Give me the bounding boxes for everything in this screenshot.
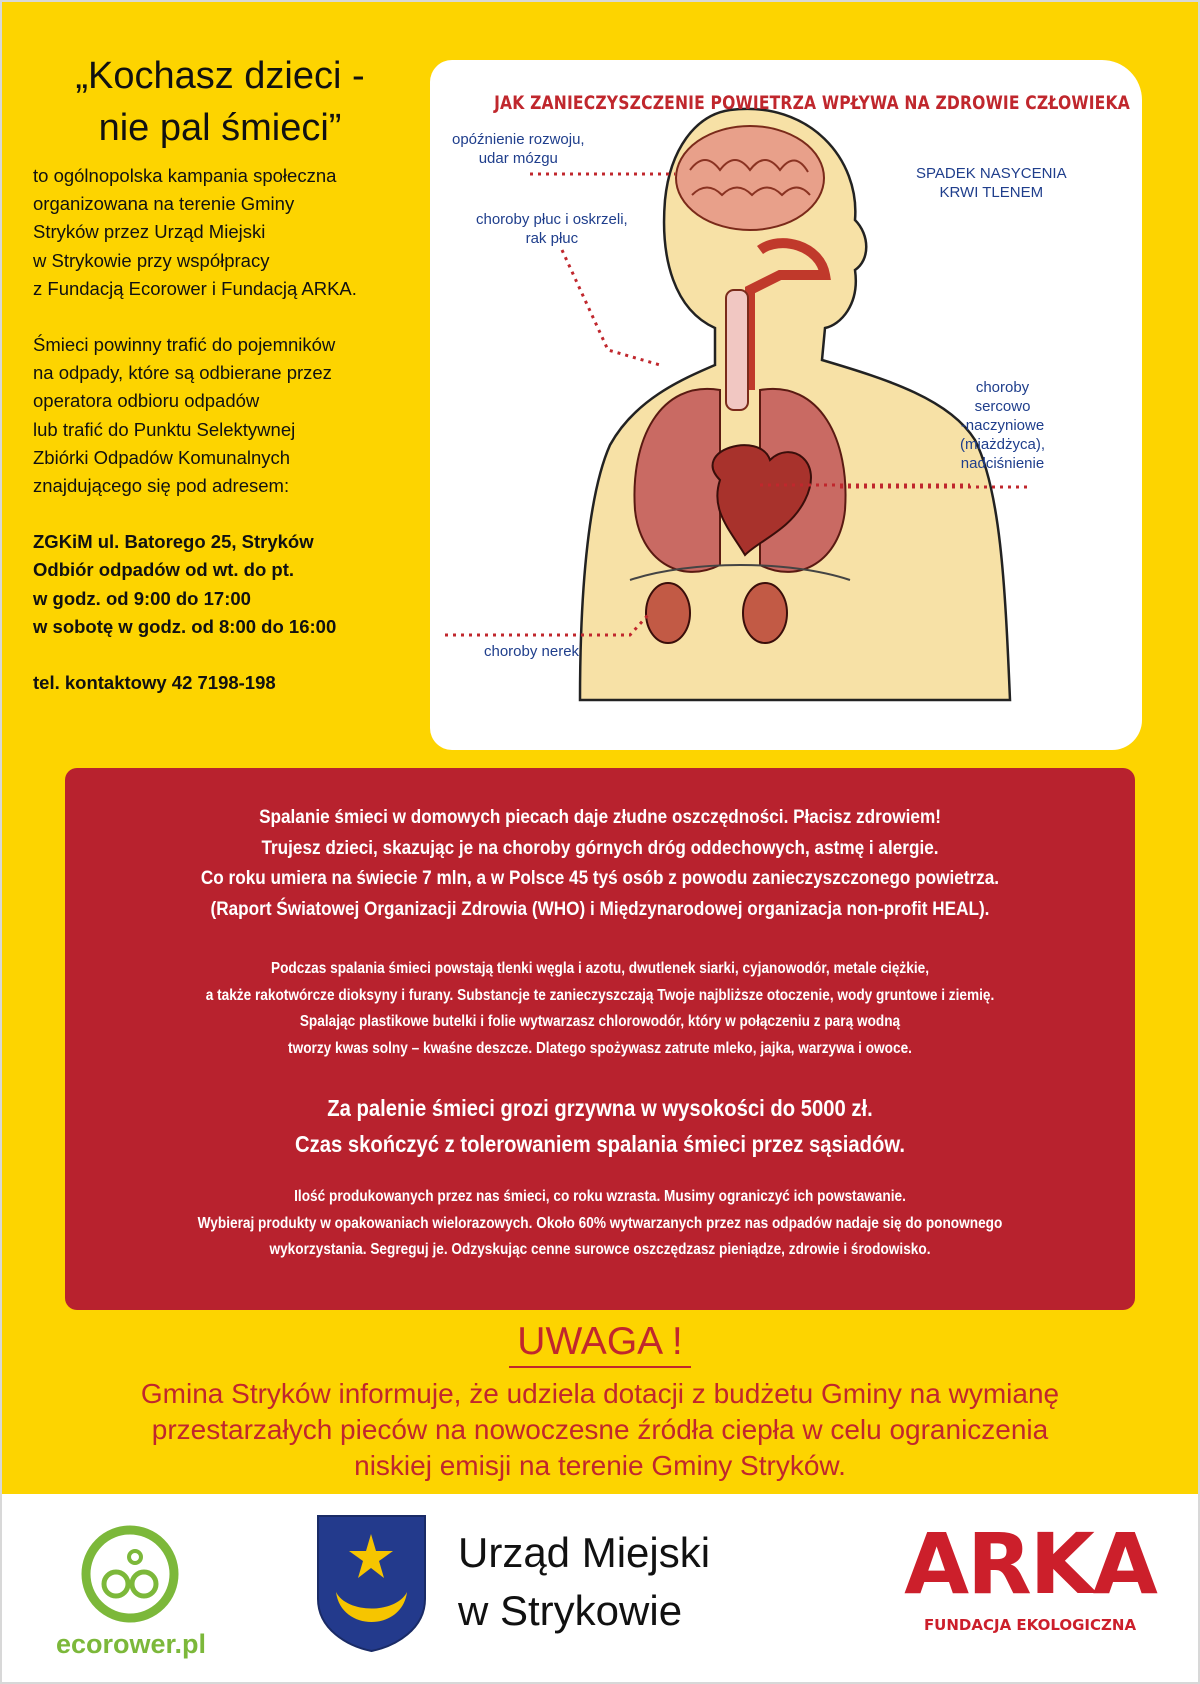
text-line: tworzy kwas solny – kwaśne deszcze. Dlatego spożywasz zatrute mleko, jajka, warzywa i owoce. [288, 1039, 912, 1057]
text-line: Urząd Miejski [458, 1529, 711, 1576]
recycling-block [129, 1184, 1071, 1264]
text-line: Wybieraj produkty w opakowaniach wielorazowych. Około 60% wytwarzanych przez nas odpadów nadaje się do ponownego [197, 1214, 1003, 1232]
text-line: Spalanie śmieci w domowych piecach daje złudne oszczędności. Płacisz zdrowiem! [259, 806, 941, 828]
text-line: Podczas spalania śmieci powstają tlenki węgla i azotu, dwutlenek siarki, cyjanowodór, metale ciężkie, [271, 960, 929, 977]
notice-heading: UWAGA ! [509, 1320, 690, 1368]
fine-block [129, 1090, 1071, 1162]
notice-heading-wrap [0, 1320, 1200, 1368]
health-warning-block [129, 802, 1071, 924]
disposal-paragraph [33, 331, 433, 500]
phone-number: tel. kontaktowy 42 7198-198 [33, 672, 276, 694]
text-line: Zbiórki Odpadów Komunalnych [33, 446, 291, 468]
text-line: Czas skończyć z tolerowaniem spalania śmieci przez sąsiadów. [294, 1131, 906, 1157]
warning-box [65, 768, 1135, 1310]
pollutants-block [129, 956, 1071, 1062]
text-line: Gmina Stryków informuje, że udziela dotacji z budżetu Gminy na wymianę [140, 1378, 1060, 1409]
text-line: w Strykowie przy współpracy [33, 249, 270, 271]
text-line: w Strykowie [458, 1587, 683, 1634]
slogan-line: nie pal śmieci” [98, 107, 342, 149]
ecorower-logo-text: ecorower.pl [55, 1629, 207, 1659]
text-line: organizowana na terenie Gminy [33, 193, 295, 215]
urzad-miejski-name [458, 1524, 710, 1640]
text-line: wykorzystania. Segreguj je. Odzyskując cenne surowce oszczędzasz pieniądze, zdrowie i środowisko. [269, 1241, 931, 1258]
address-block [33, 528, 433, 641]
label-blood-oxygen: SPADEK NASYCENIA KRWI TLENEM [916, 165, 1067, 201]
label-kidneys: choroby nerek [484, 643, 580, 660]
text-line: Stryków przez Urząd Miejski [33, 221, 266, 243]
strykow-coat-of-arms-icon [316, 1514, 427, 1653]
text-line: Trujesz dzieci, skazując je na choroby górnych dróg oddechowych, astmę i alergie. [261, 836, 939, 859]
text-line: Co roku umiera na świecie 7 mln, a w Polsce 45 tyś osób z powodu zanieczyszczonego powietrza. [200, 867, 1000, 889]
text-line: lub trafić do Punktu Selektywnej [33, 418, 296, 440]
ecorower-logo-icon [80, 1524, 180, 1624]
health-illustration-panel [430, 60, 1142, 750]
text-line: Za palenie śmieci grozi grzywna w wysokości do 5000 zł. [327, 1095, 873, 1121]
text-line: a także rakotwórcze dioksyny i furany. Substancje te zanieczyszczają Twoje najbliższe otoczenie, wody gruntowe i ziemię. [205, 986, 995, 1004]
text-line: to ogólnopolska kampania społeczna [33, 165, 337, 186]
label-brain: opóźnienie rozwoju, udar mózgu [452, 131, 585, 167]
illustration-title: JAK ZANIECZYSZCZENIE POWIETRZA WPŁYWA NA ZDROWIE CZŁOWIEKA [494, 92, 1130, 114]
text-line: Spalając plastikowe butelki i folie wytwarzasz chlorowodór, który w połączeniu z parą wodną [299, 1013, 901, 1030]
label-lungs: choroby płuc i oskrzeli, rak płuc [476, 211, 628, 247]
text-line: przestarzałych pieców na nowoczesne źródła ciepła w celu ograniczenia [151, 1414, 1049, 1445]
address-line: ZGKiM ul. Batorego 25, Stryków [33, 531, 314, 553]
intro-paragraph [33, 162, 433, 303]
intro-text [33, 162, 433, 697]
footer-logos [0, 1494, 1200, 1684]
text-line: niskiej emisji na terenie Gminy Stryków. [354, 1450, 846, 1481]
text-line: Ilość produkowanych przez nas śmieci, co roku wzrasta. Musimy ograniczyć ich powstawanie. [294, 1188, 906, 1205]
hours-line: Odbiór odpadów od wt. do pt. [33, 559, 295, 581]
text-line: z Fundacją Ecorower i Fundacją ARKA. [33, 277, 357, 299]
text-line: na odpady, które są odbierane przez [33, 362, 332, 384]
hours-line: w sobotę w godz. od 8:00 do 16:00 [33, 615, 337, 637]
text-line: Śmieci powinny trafić do pojemników [33, 334, 336, 356]
arka-logo: ARKA [904, 1515, 1156, 1613]
campaign-slogan [30, 50, 410, 154]
text-line: (Raport Światowej Organizacji Zdrowia (WHO) i Międzynarodowej organizacja non-profit HEAL). [210, 897, 990, 920]
label-heart: choroby sercowo -naczyniowe (miażdżyca), nadciśnienie [960, 379, 1046, 472]
hours-line: w godz. od 9:00 do 17:00 [33, 587, 251, 609]
subsidy-notice [0, 1376, 1200, 1484]
arka-subtitle: FUNDACJA EKOLOGICZNA [923, 1616, 1137, 1634]
slogan-line: „Kochasz dzieci - [75, 55, 365, 97]
text-line: operatora odbioru odpadów [33, 390, 260, 412]
text-line: znajdującego się pod adresem: [33, 475, 290, 497]
